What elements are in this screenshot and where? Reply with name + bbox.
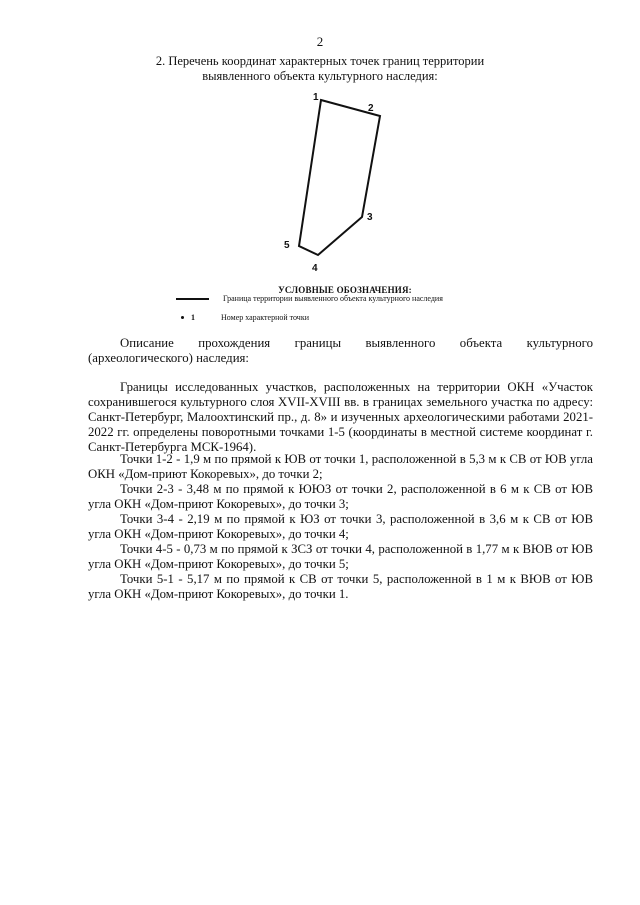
segment-item: Точки 2-3 - 3,48 м по прямой к ЮЮЗ от точки 2, расположенной в 6 м к СВ от ЮВ угла ОКН «Дом-приют Кокоревых», до точки 3; [88,482,593,511]
heading-line-2: выявленного объекта культурного наследия: [202,69,438,83]
boundary-scheme [270,88,400,273]
legend-point-number: 1 [191,313,195,322]
segment-item: Точки 3-4 - 2,19 м по прямой к ЮЗ от точки 3, расположенной в 3,6 м к СВ от ЮВ угла ОКН «Дом-приют Кокоревых», до точки 4; [88,512,593,541]
legend-point-symbol [181,316,184,319]
paragraph-text: Границы исследованных участков, расположенных на территории ОКН «Участок сохранившегося культурного слоя XVII-XVIII вв. в границах земельного участка по адресу: Санкт-Петербург, Малоохтинский пр., д. 8» и изученных археологическими работами 2021-2022 гг. определены поворотными точками 1-5 (координаты в местной системе координат г. Санкт-Петербурга МСК-1964). [88,380,593,454]
description-paragraph [88,380,593,455]
segment-item: Точки 4-5 - 0,73 м по прямой к ЗСЗ от точки 4, расположенной в 1,77 м к ВЮВ от ЮВ угла ОКН «Дом-приют Кокоревых», до точки 5; [88,542,593,571]
segment-item: Точки 5-1 - 5,17 м по прямой к СВ от точки 5, расположенной в 1 м к ВЮВ от ЮВ угла ОКН «Дом-приют Кокоревых», до точки 1. [88,572,593,601]
description-intro [88,336,593,366]
intro-text: Описание прохождения границы выявленного объекта культурного (археологического) наследия: [88,336,593,365]
legend-point-label: Номер характерной точки [221,313,309,322]
legend-line-symbol [176,298,209,300]
point-label-2: 2 [368,103,374,114]
section-heading [0,54,640,84]
legend-line-label: Граница территории выявленного объекта культурного наследия [223,294,443,303]
point-label-1: 1 [313,92,319,103]
heading-line-1: 2. Перечень координат характерных точек границ территории [155,54,485,68]
segment-item: Точки 1-2 - 1,9 м по прямой к ЮВ от точки 1, расположенной в 5,3 м к СВ от ЮВ угла ОКН «Дом-приют Кокоревых», до точки 2; [88,452,593,481]
point-label-5: 5 [284,240,290,251]
page-number: 2 [316,34,324,49]
legend-title: УСЛОВНЫЕ ОБОЗНАЧЕНИЯ: [278,285,412,295]
point-label-3: 3 [367,212,373,223]
boundary-polygon [299,100,380,255]
point-label-4: 4 [312,263,318,273]
segment-list [88,452,593,602]
